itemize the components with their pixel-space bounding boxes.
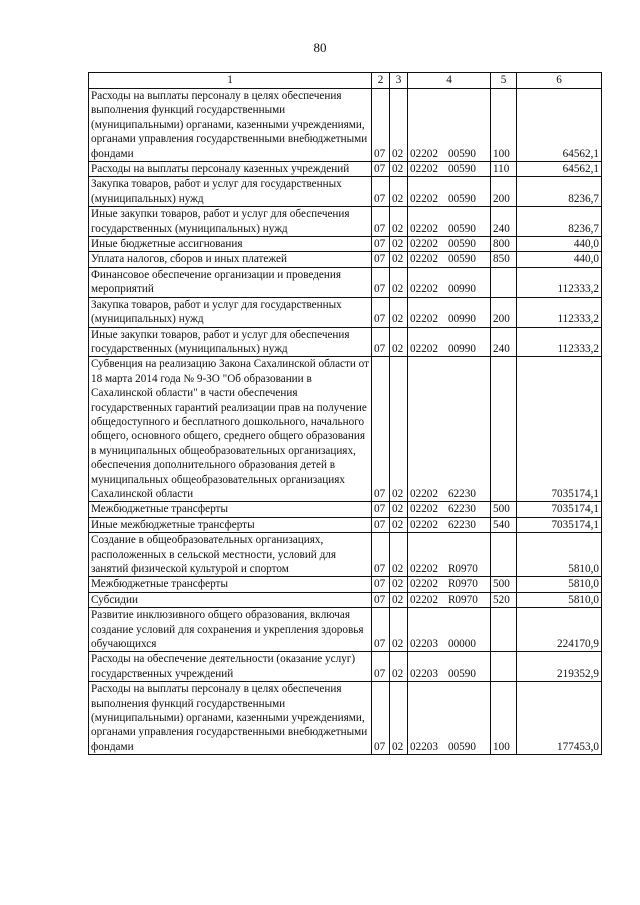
- row-target-code-program: 02202: [410, 283, 438, 296]
- row-expense-type: 500: [491, 577, 517, 592]
- table-row: [89, 297, 602, 327]
- row-name: Развитие инклюзивного общего образования, включая создание условий для сохранения и укрепления здоровья обучающихся: [89, 608, 372, 652]
- row-target-code: [408, 517, 491, 532]
- row-target-code: [408, 162, 491, 177]
- row-target-code: [408, 252, 491, 267]
- row-subsection: 02: [390, 357, 408, 502]
- table-row: [89, 592, 602, 607]
- table-row: [89, 517, 602, 532]
- row-amount: 8236,7: [517, 177, 602, 207]
- row-target-code-program: 02202: [410, 503, 438, 516]
- row-expense-type: 200: [491, 177, 517, 207]
- row-section: 07: [372, 162, 390, 177]
- row-target-code-program: 02202: [410, 253, 438, 266]
- row-target-code-program: 02202: [410, 222, 438, 235]
- row-expense-type: 100: [491, 89, 517, 162]
- row-expense-type: 500: [491, 502, 517, 517]
- row-target-code-program: 02202: [410, 238, 438, 251]
- row-expense-type: [491, 357, 517, 502]
- row-expense-type: 100: [491, 682, 517, 755]
- row-target-code-direction: 62230: [447, 503, 476, 516]
- row-amount: 112333,2: [517, 327, 602, 357]
- table-row: [89, 207, 602, 237]
- table-row: [89, 327, 602, 357]
- row-section: 07: [372, 237, 390, 252]
- row-expense-type: 240: [491, 327, 517, 357]
- row-name: Субсидии: [89, 592, 372, 607]
- row-name: Финансовое обеспечение организации и проведения мероприятий: [89, 267, 372, 297]
- row-amount: 64562,1: [517, 89, 602, 162]
- row-target-code: [408, 237, 491, 252]
- table-row: [89, 252, 602, 267]
- row-target-code: [408, 207, 491, 237]
- row-target-code: [408, 357, 491, 502]
- row-target-code-direction: 62230: [447, 487, 476, 500]
- row-section: 07: [372, 267, 390, 297]
- row-amount: 5810,0: [517, 577, 602, 592]
- row-amount: 5810,0: [517, 592, 602, 607]
- col-header-expense-type: 5: [491, 73, 517, 89]
- row-section: 07: [372, 608, 390, 652]
- col-header-amount: 6: [517, 73, 602, 89]
- row-subsection: 02: [390, 177, 408, 207]
- row-target-code-direction: R0970: [447, 563, 478, 575]
- row-target-code-direction: R0970: [447, 593, 478, 606]
- row-name: Иные закупки товаров, работ и услуг для обеспечения государственных (муниципальных) нужд: [89, 327, 372, 357]
- row-name: Расходы на выплаты персоналу казенных учреждений: [89, 162, 372, 177]
- row-subsection: 02: [390, 89, 408, 162]
- row-amount: 5810,0: [517, 533, 602, 577]
- row-section: 07: [372, 327, 390, 357]
- row-target-code: [408, 297, 491, 327]
- row-amount: 112333,2: [517, 267, 602, 297]
- row-name: Уплата налогов, сборов и иных платежей: [89, 252, 372, 267]
- row-name: Межбюджетные трансферты: [89, 577, 372, 592]
- row-amount: 7035174,1: [517, 502, 602, 517]
- row-target-code-direction: 00590: [447, 147, 476, 160]
- row-target-code-program: 02202: [410, 487, 438, 500]
- row-expense-type: 200: [491, 297, 517, 327]
- row-name: Иные закупки товаров, работ и услуг для обеспечения государственных (муниципальных) нужд: [89, 207, 372, 237]
- row-target-code: [408, 608, 491, 652]
- row-subsection: 02: [390, 237, 408, 252]
- row-target-code: [408, 533, 491, 577]
- row-target-code: [408, 577, 491, 592]
- row-name: Расходы на выплаты персоналу в целях обеспечения выполнения функций государственными (муниципальными) органами, казенными учреждениями, органами управления государственными внебюджетными фондами: [89, 89, 372, 162]
- row-name: Закупка товаров, работ и услуг для государственных (муниципальных) нужд: [89, 177, 372, 207]
- row-target-code-direction: 00590: [447, 192, 476, 205]
- row-expense-type: [491, 652, 517, 682]
- row-amount: 224170,9: [517, 608, 602, 652]
- row-name: Закупка товаров, работ и услуг для государственных (муниципальных) нужд: [89, 297, 372, 327]
- row-amount: 219352,9: [517, 652, 602, 682]
- row-target-code-program: 02202: [410, 593, 438, 606]
- header-row: [89, 73, 602, 89]
- row-target-code: [408, 502, 491, 517]
- row-subsection: 02: [390, 207, 408, 237]
- table-row: [89, 608, 602, 652]
- row-section: 07: [372, 652, 390, 682]
- row-subsection: 02: [390, 162, 408, 177]
- table-row: [89, 682, 602, 755]
- row-expense-type: [491, 533, 517, 577]
- row-target-code: [408, 267, 491, 297]
- row-subsection: 02: [390, 577, 408, 592]
- row-target-code-program: 02202: [410, 563, 438, 575]
- row-section: 07: [372, 297, 390, 327]
- row-subsection: 02: [390, 297, 408, 327]
- table-row: [89, 577, 602, 592]
- row-target-code-program: 02203: [410, 667, 438, 680]
- row-target-code-program: 02203: [410, 638, 438, 651]
- row-target-code: [408, 89, 491, 162]
- row-name: Создание в общеобразовательных организациях, расположенных в сельской местности, условий для занятий физической культурой и спортом: [89, 533, 372, 577]
- row-target-code-program: 02202: [410, 192, 438, 205]
- row-amount: 177453,0: [517, 682, 602, 755]
- row-section: 07: [372, 89, 390, 162]
- row-section: 07: [372, 252, 390, 267]
- row-expense-type: 240: [491, 207, 517, 237]
- row-section: 07: [372, 207, 390, 237]
- row-target-code-direction: 00990: [447, 342, 476, 355]
- row-subsection: 02: [390, 502, 408, 517]
- row-target-code-program: 02202: [410, 342, 438, 355]
- row-target-code-program: 02202: [410, 163, 438, 176]
- row-subsection: 02: [390, 533, 408, 577]
- table-row: [89, 177, 602, 207]
- row-section: 07: [372, 533, 390, 577]
- row-amount: 112333,2: [517, 297, 602, 327]
- row-name: Субвенция на реализацию Закона Сахалинской области от 18 марта 2014 года № 9-ЗО "Об образовании в Сахалинской области" в части обеспечения государственных гарантий реализации прав на получение общедоступного и бесплатного дошкольного, начального общего, основного общего, среднего общего образования в муниципальных общеобразовательных организациях, обеспечения дополнительного образования детей в муниципальных общеобразовательных организациях Сахалинской области: [89, 357, 372, 502]
- row-target-code: [408, 652, 491, 682]
- row-target-code-direction: R0970: [447, 578, 478, 591]
- row-amount: 440,0: [517, 237, 602, 252]
- row-subsection: 02: [390, 517, 408, 532]
- row-section: 07: [372, 577, 390, 592]
- row-target-code-direction: 00990: [447, 313, 476, 326]
- row-target-code-program: 02202: [410, 578, 438, 591]
- row-amount: 7035174,1: [517, 517, 602, 532]
- table-row: [89, 89, 602, 162]
- row-expense-type: 540: [491, 517, 517, 532]
- col-header-name: 1: [89, 73, 372, 89]
- row-target-code-program: 02202: [410, 147, 438, 160]
- row-section: 07: [372, 357, 390, 502]
- row-expense-type: [491, 608, 517, 652]
- row-target-code-direction: 00590: [447, 667, 476, 680]
- table-row: [89, 162, 602, 177]
- row-target-code: [408, 592, 491, 607]
- row-target-code: [408, 177, 491, 207]
- row-expense-type: [491, 267, 517, 297]
- row-amount: 440,0: [517, 252, 602, 267]
- row-name: Иные бюджетные ассигнования: [89, 237, 372, 252]
- row-amount: 8236,7: [517, 207, 602, 237]
- row-target-code-direction: 00990: [447, 283, 476, 296]
- table-row: [89, 237, 602, 252]
- col-header-subsection: 3: [390, 73, 408, 89]
- row-target-code-direction: 00590: [447, 163, 476, 176]
- row-target-code-direction: 00590: [447, 238, 476, 251]
- row-target-code: [408, 327, 491, 357]
- row-section: 07: [372, 177, 390, 207]
- row-section: 07: [372, 682, 390, 755]
- row-amount: 64562,1: [517, 162, 602, 177]
- table-row: [89, 502, 602, 517]
- table-row: [89, 652, 602, 682]
- budget-table: [88, 72, 602, 755]
- row-target-code-direction: 00000: [447, 638, 476, 651]
- row-subsection: 02: [390, 592, 408, 607]
- row-section: 07: [372, 517, 390, 532]
- row-name: Расходы на обеспечение деятельности (оказание услуг) государственных учреждений: [89, 652, 372, 682]
- row-target-code-program: 02203: [410, 740, 438, 753]
- table-row: [89, 533, 602, 577]
- page-number: 80: [313, 40, 327, 55]
- row-name: Иные межбюджетные трансферты: [89, 517, 372, 532]
- row-subsection: 02: [390, 608, 408, 652]
- row-subsection: 02: [390, 682, 408, 755]
- table-row: [89, 357, 602, 502]
- table-row: [89, 267, 602, 297]
- row-section: 07: [372, 502, 390, 517]
- row-target-code-direction: 00590: [447, 253, 476, 266]
- row-subsection: 02: [390, 327, 408, 357]
- row-target-code-direction: 00590: [447, 222, 476, 235]
- row-amount: 7035174,1: [517, 357, 602, 502]
- row-subsection: 02: [390, 652, 408, 682]
- row-subsection: 02: [390, 267, 408, 297]
- row-expense-type: 520: [491, 592, 517, 607]
- row-name: Расходы на выплаты персоналу в целях обеспечения выполнения функций государственными (муниципальными) органами, казенными учреждениями, органами управления государственными внебюджетными фондами: [89, 682, 372, 755]
- row-target-code-direction: 00590: [447, 740, 476, 753]
- row-section: 07: [372, 592, 390, 607]
- col-header-target-code: 4: [408, 73, 491, 89]
- row-expense-type: 850: [491, 252, 517, 267]
- row-name: Межбюджетные трансферты: [89, 502, 372, 517]
- row-expense-type: 800: [491, 237, 517, 252]
- row-target-code: [408, 682, 491, 755]
- row-target-code-direction: 62230: [447, 518, 476, 531]
- row-subsection: 02: [390, 252, 408, 267]
- row-target-code-program: 02202: [410, 518, 438, 531]
- row-expense-type: 110: [491, 162, 517, 177]
- row-target-code-program: 02202: [410, 313, 438, 326]
- col-header-section: 2: [372, 73, 390, 89]
